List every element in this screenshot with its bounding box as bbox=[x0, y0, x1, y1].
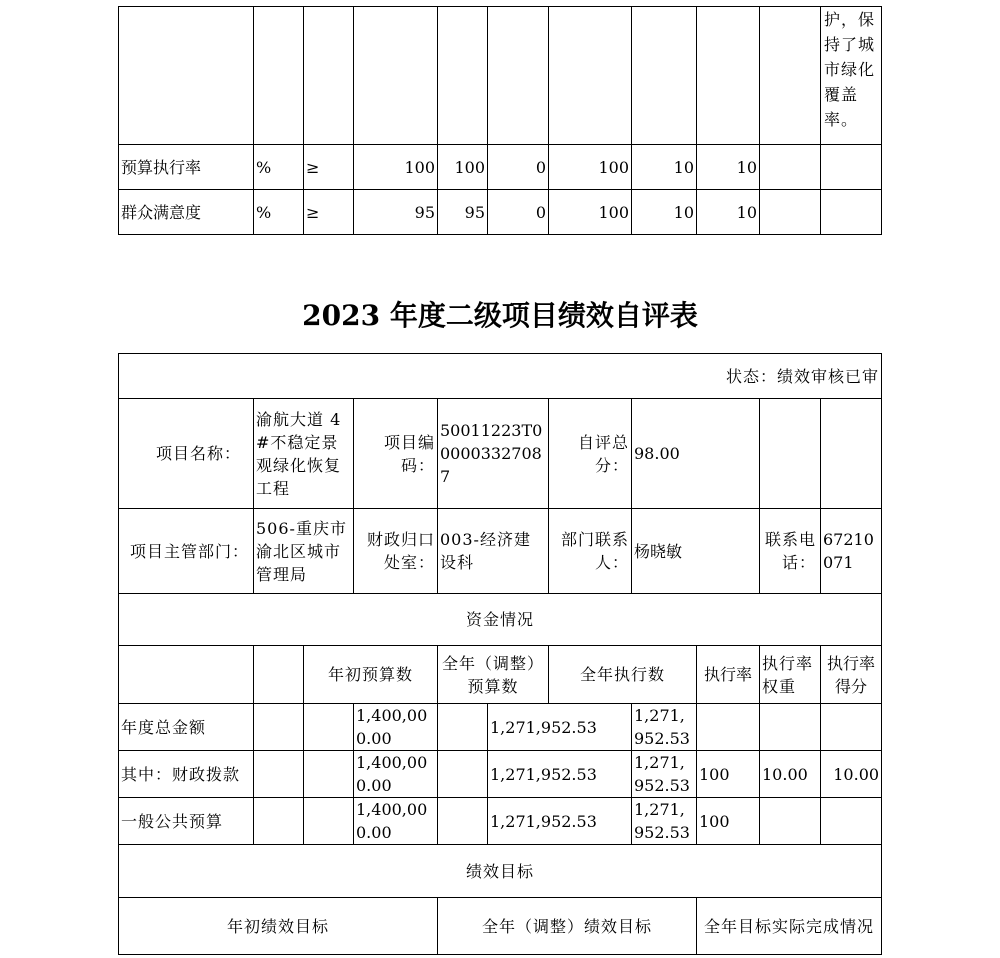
table-row bbox=[119, 751, 882, 798]
indicator-weight: 10 bbox=[632, 190, 697, 235]
fund-rate: 100 bbox=[697, 751, 760, 798]
table-row bbox=[119, 190, 882, 235]
fund-initial: 1,400,000.00 bbox=[354, 751, 438, 798]
header-adjusted: 全年（调整）预算数 bbox=[438, 646, 549, 704]
fund-weight bbox=[760, 704, 821, 751]
indicator-target: 100 bbox=[354, 145, 438, 190]
status-text: 状态：绩效审核已审 bbox=[119, 354, 882, 399]
project-name-label: 项目名称： bbox=[119, 399, 254, 509]
fund-executed: 1,271,952.53 bbox=[632, 704, 697, 751]
indicator-name: 预算执行率 bbox=[119, 145, 254, 190]
indicator-deviation: 0 bbox=[488, 145, 549, 190]
table-row bbox=[119, 145, 882, 190]
fund-adjusted: 1,271,952.53 bbox=[488, 704, 632, 751]
initial-goal-header: 年初绩效目标 bbox=[119, 898, 438, 955]
indicator-target: 95 bbox=[354, 190, 438, 235]
fund-rate: 100 bbox=[697, 798, 760, 845]
table-row bbox=[119, 509, 882, 594]
fund-weight: 10.00 bbox=[760, 751, 821, 798]
fund-weight bbox=[760, 798, 821, 845]
indicator-actual: 95 bbox=[438, 190, 488, 235]
header-initial: 年初预算数 bbox=[304, 646, 438, 704]
indicator-table-continued bbox=[118, 6, 882, 235]
table-row bbox=[119, 798, 882, 845]
fund-rate bbox=[697, 704, 760, 751]
project-name: 渝航大道 4#不稳定景观绿化恢复工程 bbox=[254, 399, 354, 509]
table-header-row bbox=[119, 898, 882, 955]
section-row bbox=[119, 845, 882, 898]
indicator-name: 群众满意度 bbox=[119, 190, 254, 235]
indicator-weight: 10 bbox=[632, 145, 697, 190]
project-code: 50011223T000003327087 bbox=[438, 399, 549, 509]
fund-adjusted: 1,271,952.53 bbox=[488, 798, 632, 845]
indicator-completion: 100 bbox=[549, 190, 632, 235]
fund-label: 年度总金额 bbox=[119, 704, 254, 751]
self-score-label: 自评总分： bbox=[549, 399, 632, 509]
dept: 506-重庆市渝北区城市管理局 bbox=[254, 509, 354, 594]
table-row bbox=[119, 399, 882, 509]
page-title: 2023 年度二级项目绩效自评表 bbox=[302, 299, 698, 332]
funds-section-title: 资金情况 bbox=[119, 594, 882, 646]
project-code-label: 项目编码： bbox=[354, 399, 438, 509]
section-row bbox=[119, 594, 882, 646]
phone: 67210071 bbox=[821, 509, 882, 594]
fund-executed: 1,271,952.53 bbox=[632, 751, 697, 798]
header-rate-weight: 执行率权重 bbox=[760, 646, 821, 704]
indicator-completion: 100 bbox=[549, 145, 632, 190]
indicator-score: 10 bbox=[697, 190, 760, 235]
fund-score bbox=[821, 704, 882, 751]
status-row bbox=[119, 354, 882, 399]
finance: 003-经济建设科 bbox=[438, 509, 549, 594]
actual-completion-header: 全年目标实际完成情况 bbox=[697, 898, 882, 955]
fund-label: 一般公共预算 bbox=[119, 798, 254, 845]
table-row bbox=[119, 7, 882, 145]
table-header-row bbox=[119, 646, 882, 704]
header-executed: 全年执行数 bbox=[549, 646, 697, 704]
indicator-score: 10 bbox=[697, 145, 760, 190]
dept-label: 项目主管部门： bbox=[119, 509, 254, 594]
indicator-deviation: 0 bbox=[488, 190, 549, 235]
evaluation-table bbox=[118, 353, 882, 955]
header-rate: 执行率 bbox=[697, 646, 760, 704]
header-rate-score: 执行率得分 bbox=[821, 646, 882, 704]
fund-initial: 1,400,000.00 bbox=[354, 704, 438, 751]
goals-section-title: 绩效目标 bbox=[119, 845, 882, 898]
fund-score bbox=[821, 798, 882, 845]
continued-text: 护，保持了城市绿化覆盖率。 bbox=[821, 7, 882, 145]
indicator-actual: 100 bbox=[438, 145, 488, 190]
indicator-op: ≥ bbox=[304, 145, 354, 190]
contact-label: 部门联系人： bbox=[549, 509, 632, 594]
fund-score: 10.00 bbox=[821, 751, 882, 798]
adjusted-goal-header: 全年（调整）绩效目标 bbox=[438, 898, 697, 955]
contact: 杨晓敏 bbox=[632, 509, 760, 594]
table-row bbox=[119, 704, 882, 751]
phone-label: 联系电话： bbox=[760, 509, 821, 594]
fund-executed: 1,271,952.53 bbox=[632, 798, 697, 845]
fund-label: 其中：财政拨款 bbox=[119, 751, 254, 798]
fund-initial: 1,400,000.00 bbox=[354, 798, 438, 845]
fund-adjusted: 1,271,952.53 bbox=[488, 751, 632, 798]
indicator-unit: % bbox=[254, 190, 304, 235]
self-score: 98.00 bbox=[632, 399, 760, 509]
finance-label: 财政归口处室： bbox=[354, 509, 438, 594]
indicator-op: ≥ bbox=[304, 190, 354, 235]
indicator-unit: % bbox=[254, 145, 304, 190]
